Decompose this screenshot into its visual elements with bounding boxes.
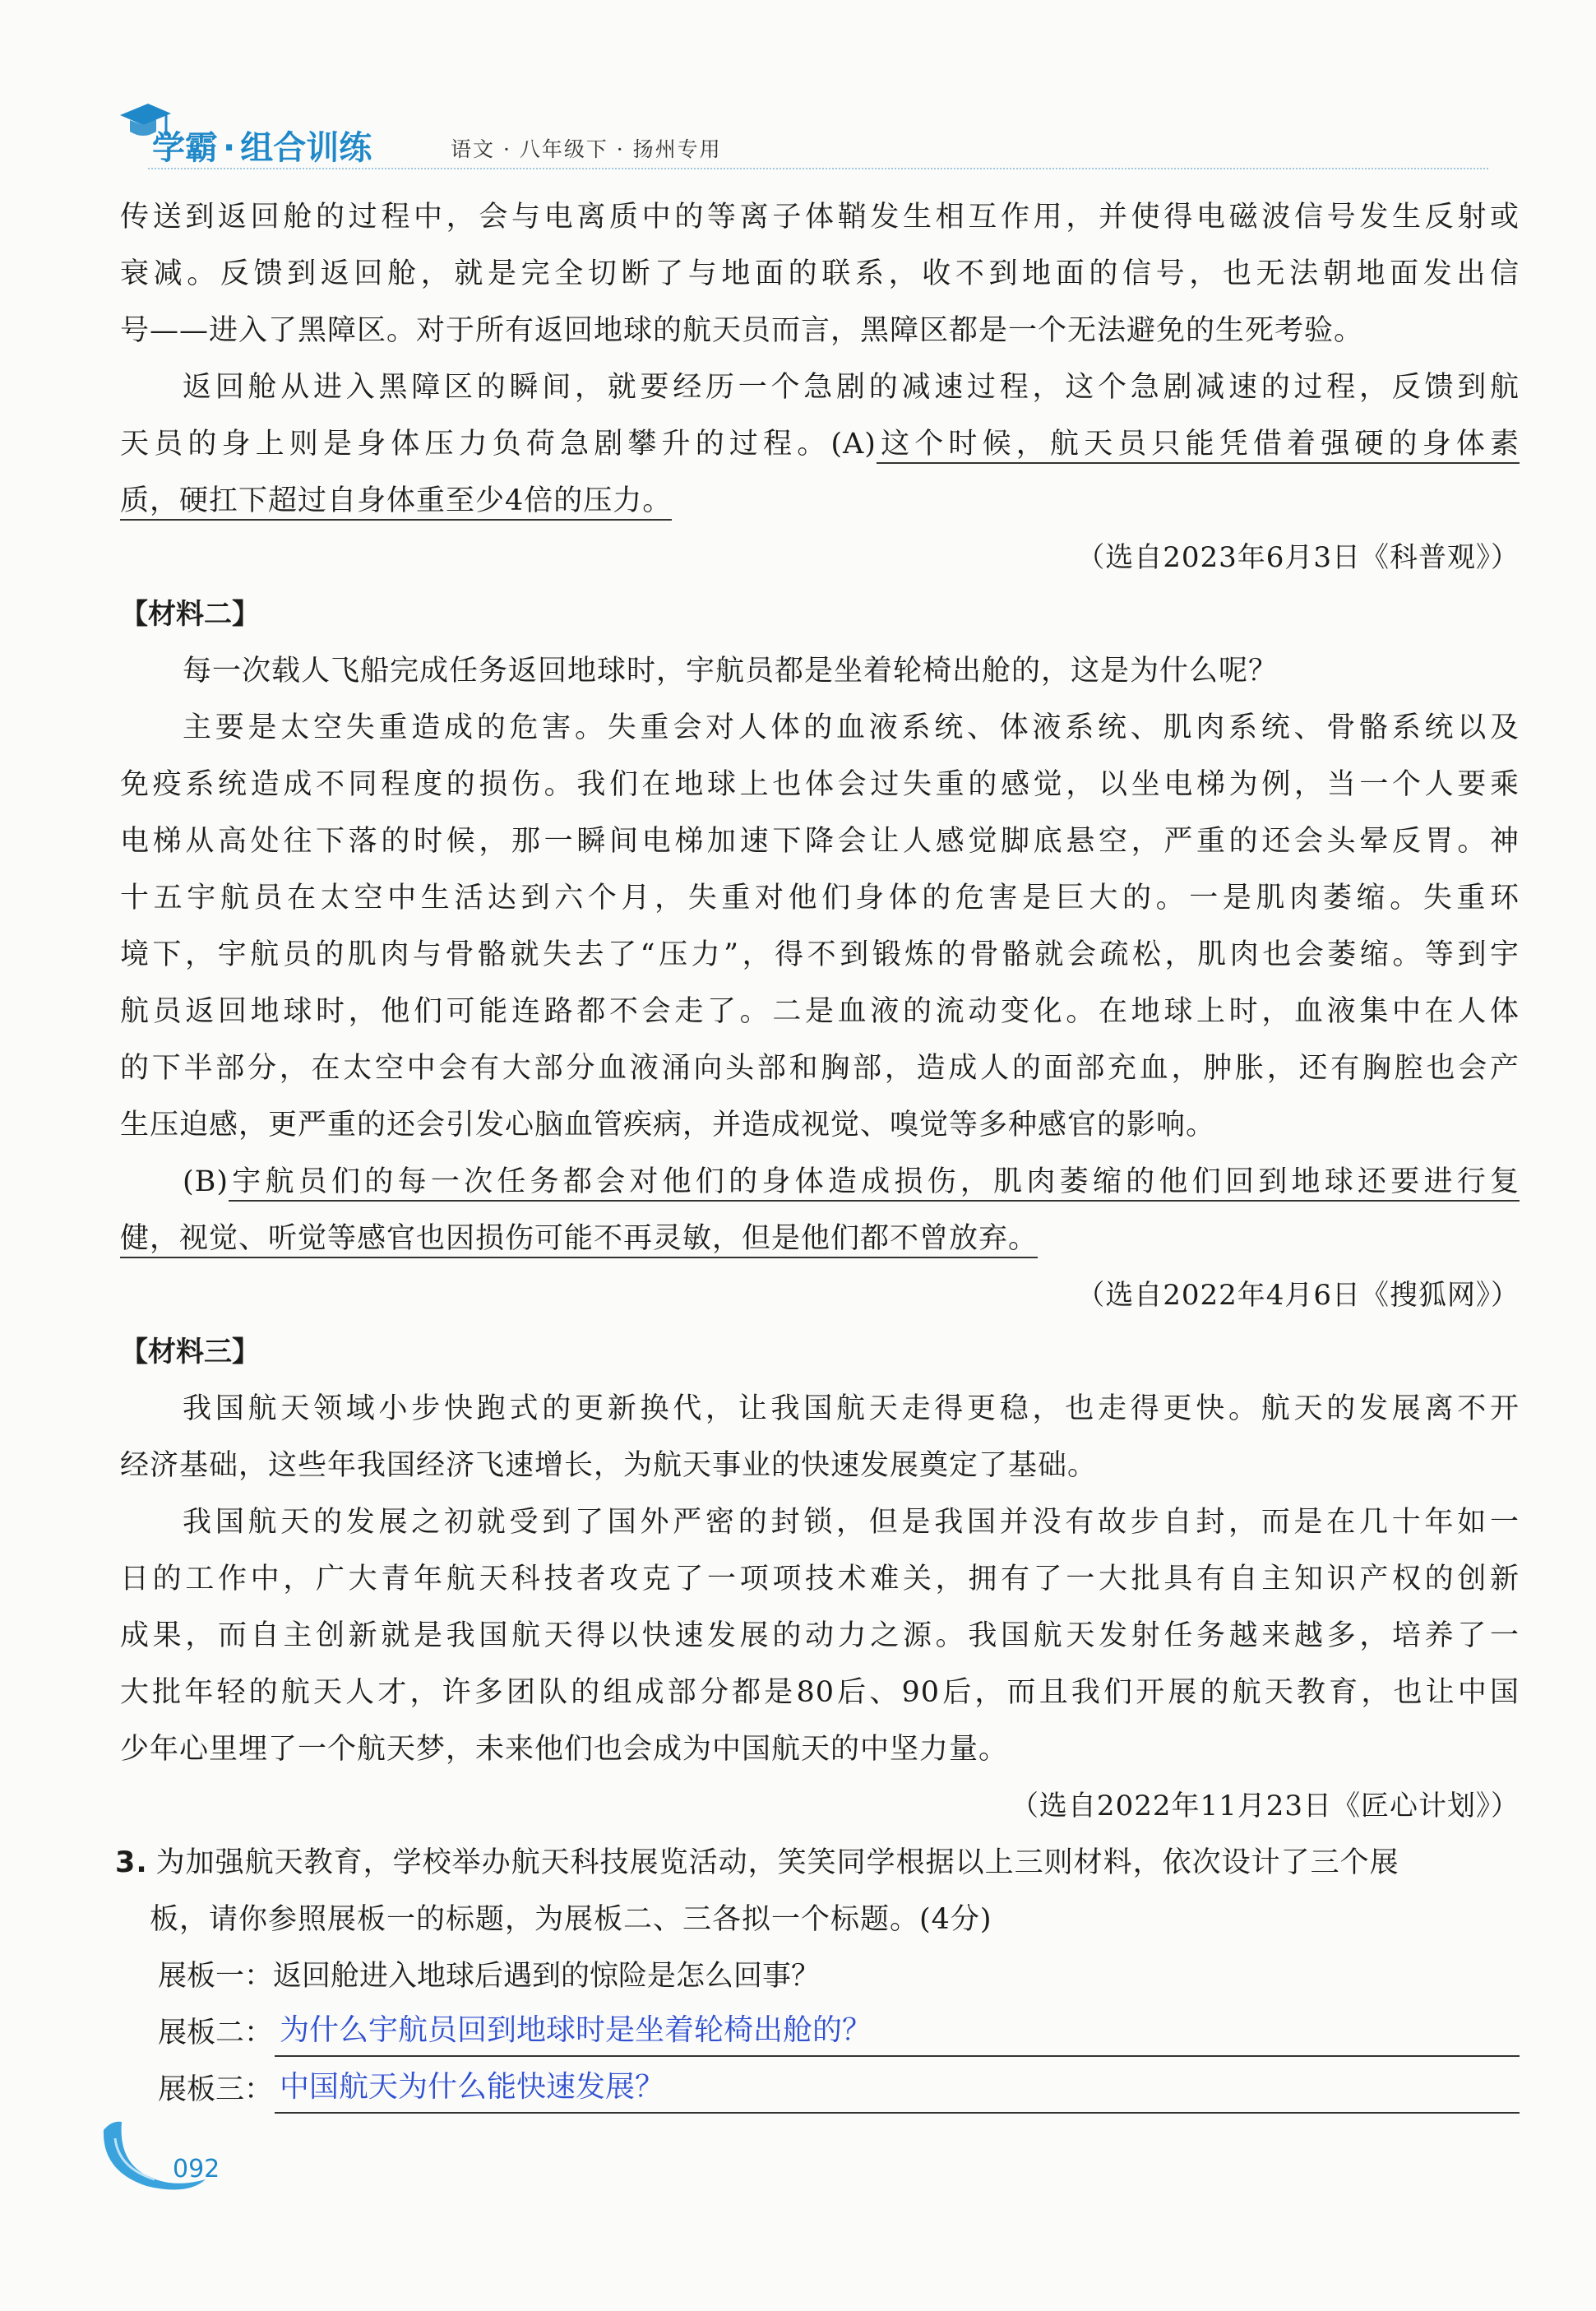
underlined-sentence-b: 宇航员们的每一次任务都会对他们的身体造成损伤，肌肉萎缩的他们回到地球还要进行复 xyxy=(229,1165,1520,1202)
text-line: 生压迫感，更严重的还会引发心脑血管疾病，并造成视觉、嗅觉等多种感官的影响。 xyxy=(120,1109,1216,1142)
board-2-answer[interactable]: 为什么宇航员回到地球时是坐着轮椅出舱的？ xyxy=(280,2013,872,2047)
text-line: 我国航天的发展之初就受到了国外严密的封锁，但是我国并没有故步自封，而是在几十年如一 xyxy=(183,1506,1520,1539)
text-line: 境下，宇航员的肌肉与骨骼就失去了“压力”，得不到锻炼的骨骼就会疏松，肌肉也会萎缩。等到宇 xyxy=(120,938,1520,971)
logo-title: 学霸 xyxy=(152,129,218,167)
display-board-3 xyxy=(120,2062,1520,2119)
board-3-label: 展板三： xyxy=(158,2073,274,2106)
board-1-label: 展板一： xyxy=(158,1960,274,1993)
page-number-badge xyxy=(97,2114,220,2196)
page-header xyxy=(115,97,1513,171)
source-citation: （选自2023年6月3日《科普观》） xyxy=(1076,541,1520,574)
text-line: 的下半部分，在太空中会有大部分血液涌向头部和胸部，造成人的面部充血，肿胀，还有胸腔也会产 xyxy=(120,1052,1520,1085)
text-line: 成果，而自主创新就是我国航天得以快速发展的动力之源。我国航天发射任务越来越多，培养了一 xyxy=(120,1619,1520,1652)
header-divider xyxy=(148,168,1488,169)
display-board-2 xyxy=(120,2005,1520,2062)
text-line: 主要是太空失重造成的危害。失重会对人体的血液系统、体液系统、肌肉系统、骨骼系统以及 xyxy=(183,711,1520,744)
series-logo xyxy=(152,122,372,169)
text-line: 十五宇航员在太空中生活达到六个月，失重对他们身体的危害是巨大的。一是肌肉萎缩。失重环 xyxy=(120,882,1520,915)
question-3 xyxy=(115,1835,1520,1892)
text-line: 日的工作中，广大青年航天科技者攻克了一项项技术难关，拥有了一大批具有自主知识产权的创新 xyxy=(120,1563,1520,1595)
material-heading: 【材料二】 xyxy=(120,598,260,631)
page-number: 092 xyxy=(173,2155,220,2184)
text-line: 我国航天领域小步快跑式的更新换代，让我国航天走得更稳，也走得更快。航天的发展离不开 xyxy=(183,1392,1520,1425)
text-line: 大批年轻的航天人才，许多团队的组成部分都是80后、90后，而且我们开展的航天教育，也让中国 xyxy=(120,1676,1520,1709)
main-content xyxy=(115,189,1520,2119)
underlined-sentence-a: 这个时候，航天员只能凭借着强硬的身体素 xyxy=(877,428,1520,464)
material-heading: 【材料三】 xyxy=(120,1336,260,1369)
text-line: 传送到返回舱的过程中，会与电离质中的等离子体鞘发生相互作用，并使得电磁波信号发生反射或 xyxy=(120,201,1520,234)
logo-subtitle: 组合训练 xyxy=(240,129,372,167)
board-1-title: 返回舱进入地球后遇到的惊险是怎么回事？ xyxy=(273,1960,821,1993)
board-3-answer[interactable]: 中国航天为什么能快速发展？ xyxy=(280,2070,665,2104)
text-line: 衰减。反馈到返回舱，就是完全切断了与地面的联系，收不到地面的信号，也无法朝地面发出信 xyxy=(120,257,1520,290)
question-text-line: 板，请你参照展板一的标题，为展板二、三各拟一个标题。(4分) xyxy=(150,1903,992,1936)
text-line: 免疫系统造成不同程度的损伤。我们在地球上也体会过失重的感觉，以坐电梯为例，当一个人要乘 xyxy=(120,768,1520,801)
underlined-sentence-a-end: 质，硬扛下超过自身体重至少4倍的压力。 xyxy=(120,484,672,521)
text-line-with-underline xyxy=(120,1154,1520,1211)
display-board-1 xyxy=(120,1948,1520,2005)
source-citation: （选自2022年4月6日《搜狐网》） xyxy=(1076,1279,1520,1312)
text-line xyxy=(120,473,1520,530)
text-segment: 天员的身上则是身体压力负荷急剧攀升的过程。(A) xyxy=(120,428,877,461)
question-text: 为加强航天教育，学校举办航天科技展览活动，笑笑同学根据以上三则材料，依次设计了三个展 xyxy=(155,1846,1399,1879)
sentence-label-b: (B) xyxy=(183,1165,229,1198)
text-line-with-underline xyxy=(120,416,1520,473)
text-line: 号——进入了黑障区。对于所有返回地球的航天员而言，黑障区都是一个无法避免的生死考验。 xyxy=(120,314,1364,347)
underlined-sentence-b-end: 健，视觉、听觉等感官也因损伤可能不再灵敏，但是他们都不曾放弃。 xyxy=(120,1222,1038,1258)
text-line: 少年心里埋了一个航天梦，未来他们也会成为中国航天的中坚力量。 xyxy=(120,1733,1009,1766)
source-citation: （选自2022年11月23日《匠心计划》） xyxy=(1010,1790,1520,1822)
text-line: 电梯从高处往下落的时候，那一瞬间电梯加速下降会让人感觉脚底悬空，严重的还会头晕反胃。神 xyxy=(120,825,1520,858)
board-2-label: 展板二： xyxy=(158,2017,274,2049)
text-line: 航员返回地球时，他们可能连路都不会走了。二是血液的流动变化。在地球上时，血液集中在人体 xyxy=(120,995,1520,1028)
text-line: 经济基础，这些年我国经济飞速增长，为航天事业的快速发展奠定了基础。 xyxy=(120,1449,1098,1482)
question-number: 3. xyxy=(115,1846,148,1879)
text-line: 每一次载人飞船完成任务返回地球时，宇航员都是坐着轮椅出舱的，这是为什么呢？ xyxy=(183,655,1279,688)
text-line xyxy=(120,1211,1520,1267)
logo-dot: · xyxy=(223,129,236,167)
book-info: 语文 · 八年级下 · 扬州专用 xyxy=(451,137,722,161)
text-line: 返回舱从进入黑障区的瞬间，就要经历一个急剧的减速过程，这个急剧减速的过程，反馈到航 xyxy=(183,371,1520,404)
